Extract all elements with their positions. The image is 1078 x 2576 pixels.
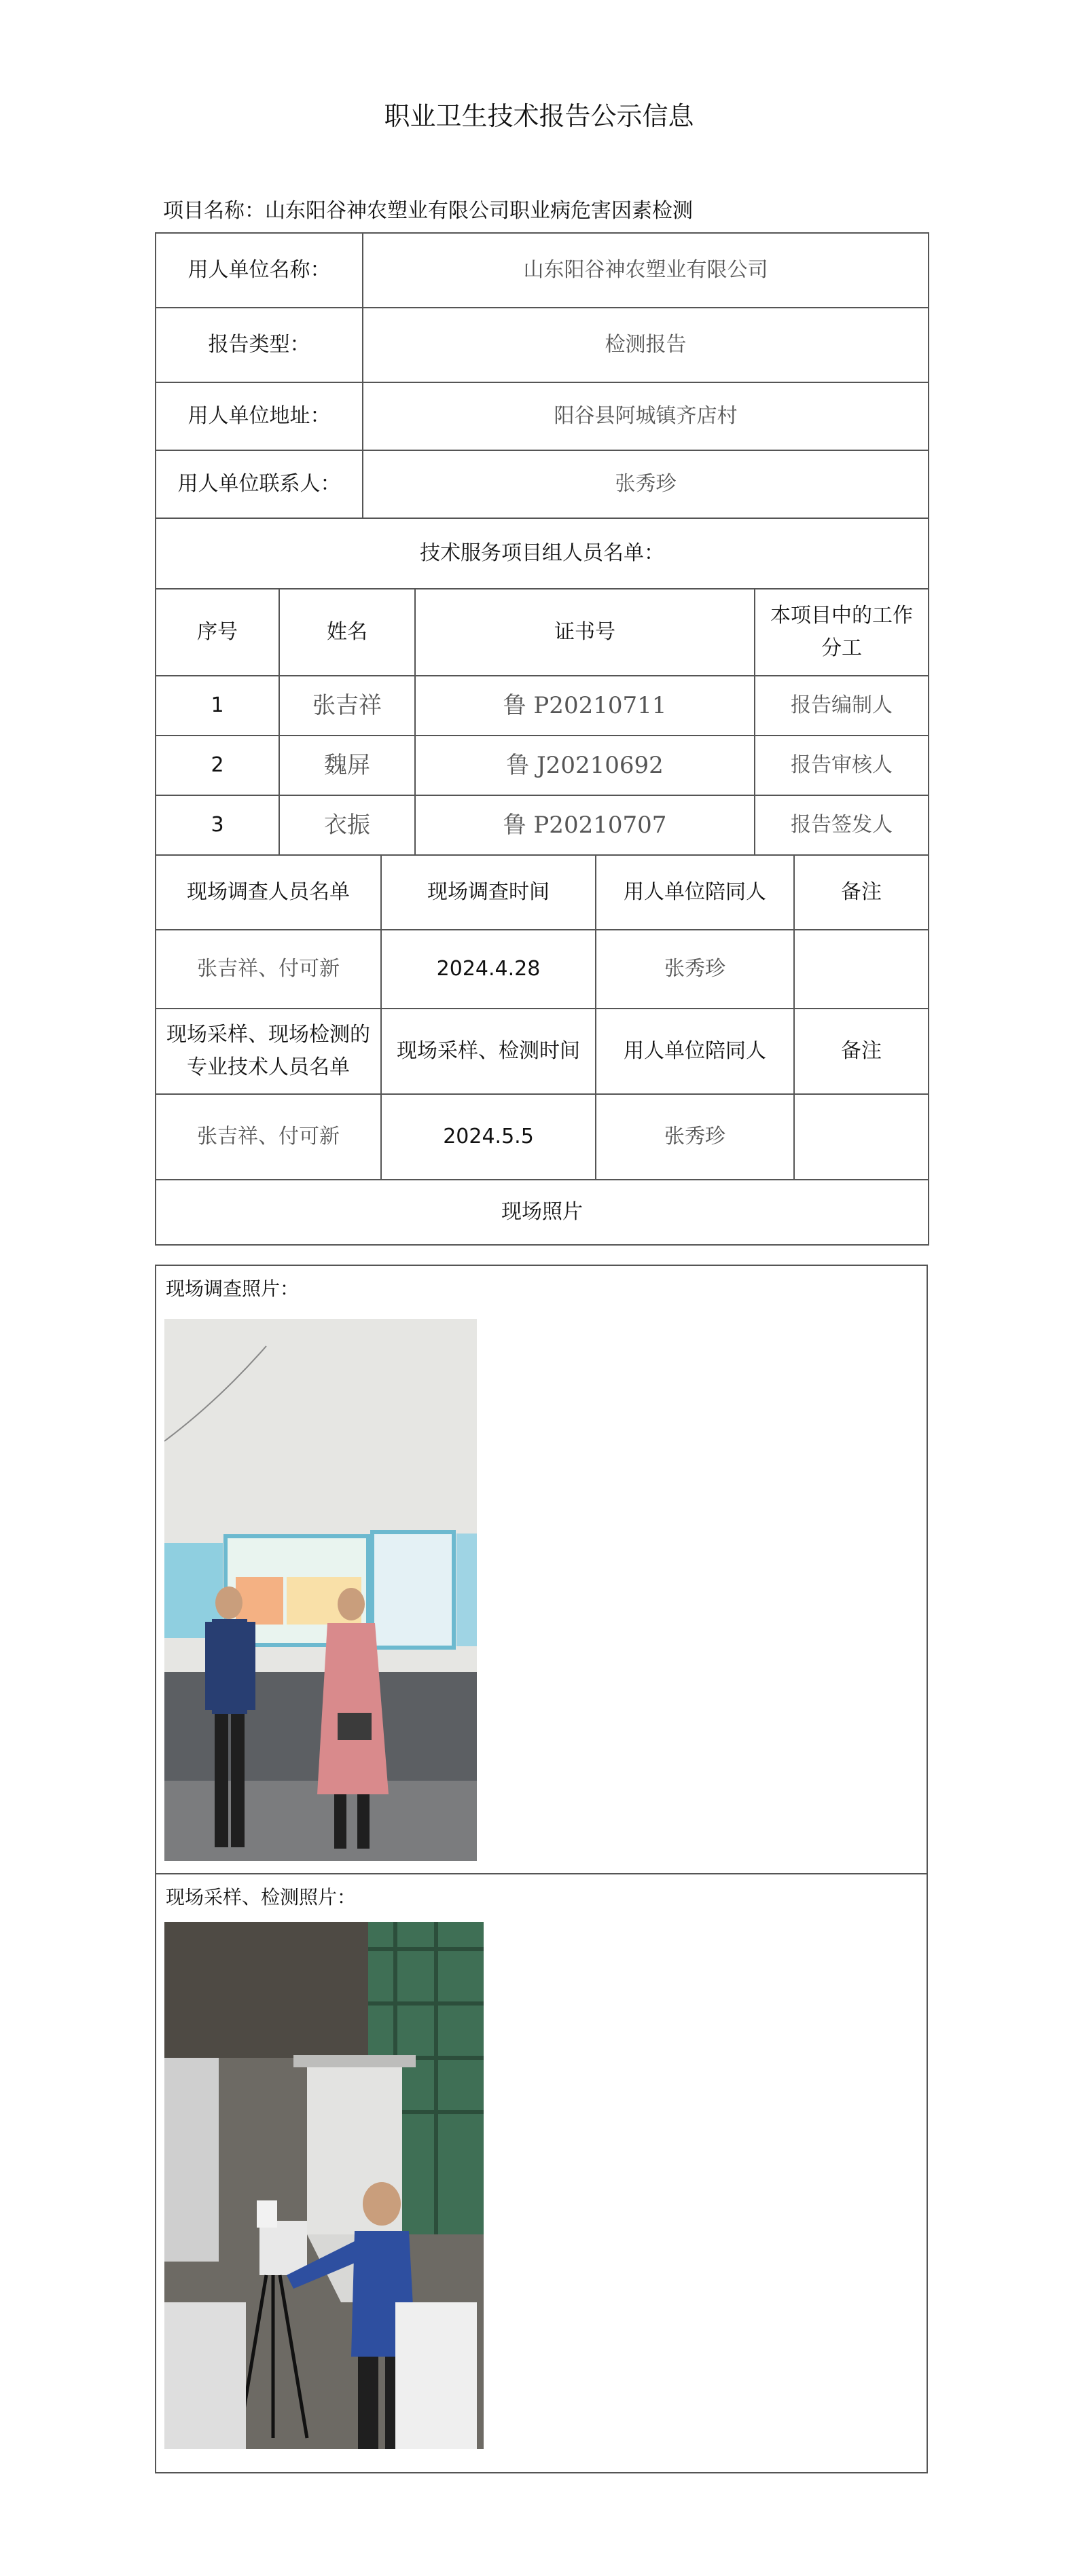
project-name: 项目名称：山东阳谷神农塑业有限公司职业病危害因素检测 [163,199,693,223]
team-heading: 技术服务项目组人员名单： [156,518,929,589]
sampling-header-remark: 备注 [794,1009,929,1094]
sampling-header-escort: 用人单位陪同人 [596,1009,794,1094]
team-header-name: 姓名 [279,589,415,676]
employer-label: 用人单位名称： [156,233,363,308]
contact-label: 用人单位联系人： [156,450,363,518]
team-role: 报告审核人 [755,736,929,795]
team-cert: 鲁 J20210692 [415,736,755,795]
team-header-cert: 证书号 [415,589,755,676]
address-label: 用人单位地址： [156,382,363,450]
survey-time: 2024.4.28 [381,930,596,1009]
info-table [155,232,929,589]
page-title: 职业卫生技术报告公示信息 [384,101,694,131]
table-row [156,795,929,855]
team-no: 1 [156,676,279,736]
survey-table [155,854,929,1246]
team-cert: 鲁 P20210711 [415,676,755,736]
team-header-no: 序号 [156,589,279,676]
survey-staff: 张吉祥、付可新 [156,930,381,1009]
team-member-name: 衣振 [279,795,415,855]
survey-remark [794,930,929,1009]
survey-photo-label: 现场调查照片： [166,1277,300,1300]
table-row [156,676,929,736]
survey-header-time: 现场调查时间 [381,855,596,930]
team-no: 3 [156,795,279,855]
team-table [155,588,929,856]
sampling-header-time: 现场采样、检测时间 [381,1009,596,1094]
photos-heading: 现场照片 [156,1180,929,1245]
team-no: 2 [156,736,279,795]
employer-value: 山东阳谷神农塑业有限公司 [363,233,929,308]
survey-escort: 张秀珍 [596,930,794,1009]
team-member-name: 张吉祥 [279,676,415,736]
sampling-staff: 张吉祥、付可新 [156,1094,381,1180]
table-row [156,736,929,795]
team-cert: 鲁 P20210707 [415,795,755,855]
sampling-photo-section [155,1873,928,2473]
survey-photo [164,1319,477,1861]
survey-header-escort: 用人单位陪同人 [596,855,794,930]
sampling-time: 2024.5.5 [381,1094,596,1180]
team-header-role: 本项目中的工作分工 [755,589,929,676]
sampling-escort: 张秀珍 [596,1094,794,1180]
address-value: 阳谷县阿城镇齐店村 [363,382,929,450]
team-role: 报告编制人 [755,676,929,736]
team-role: 报告签发人 [755,795,929,855]
sampling-header-staff: 现场采样、现场检测的专业技术人员名单 [156,1009,381,1094]
survey-header-remark: 备注 [794,855,929,930]
sampling-photo-label: 现场采样、检测照片： [166,1886,357,1908]
survey-header-staff: 现场调查人员名单 [156,855,381,930]
sampling-photo [164,1922,484,2449]
report-type-label: 报告类型： [156,308,363,382]
sampling-remark [794,1094,929,1180]
team-member-name: 魏屏 [279,736,415,795]
survey-photo-section [155,1265,928,1874]
contact-value: 张秀珍 [363,450,929,518]
report-type-value: 检测报告 [363,308,929,382]
